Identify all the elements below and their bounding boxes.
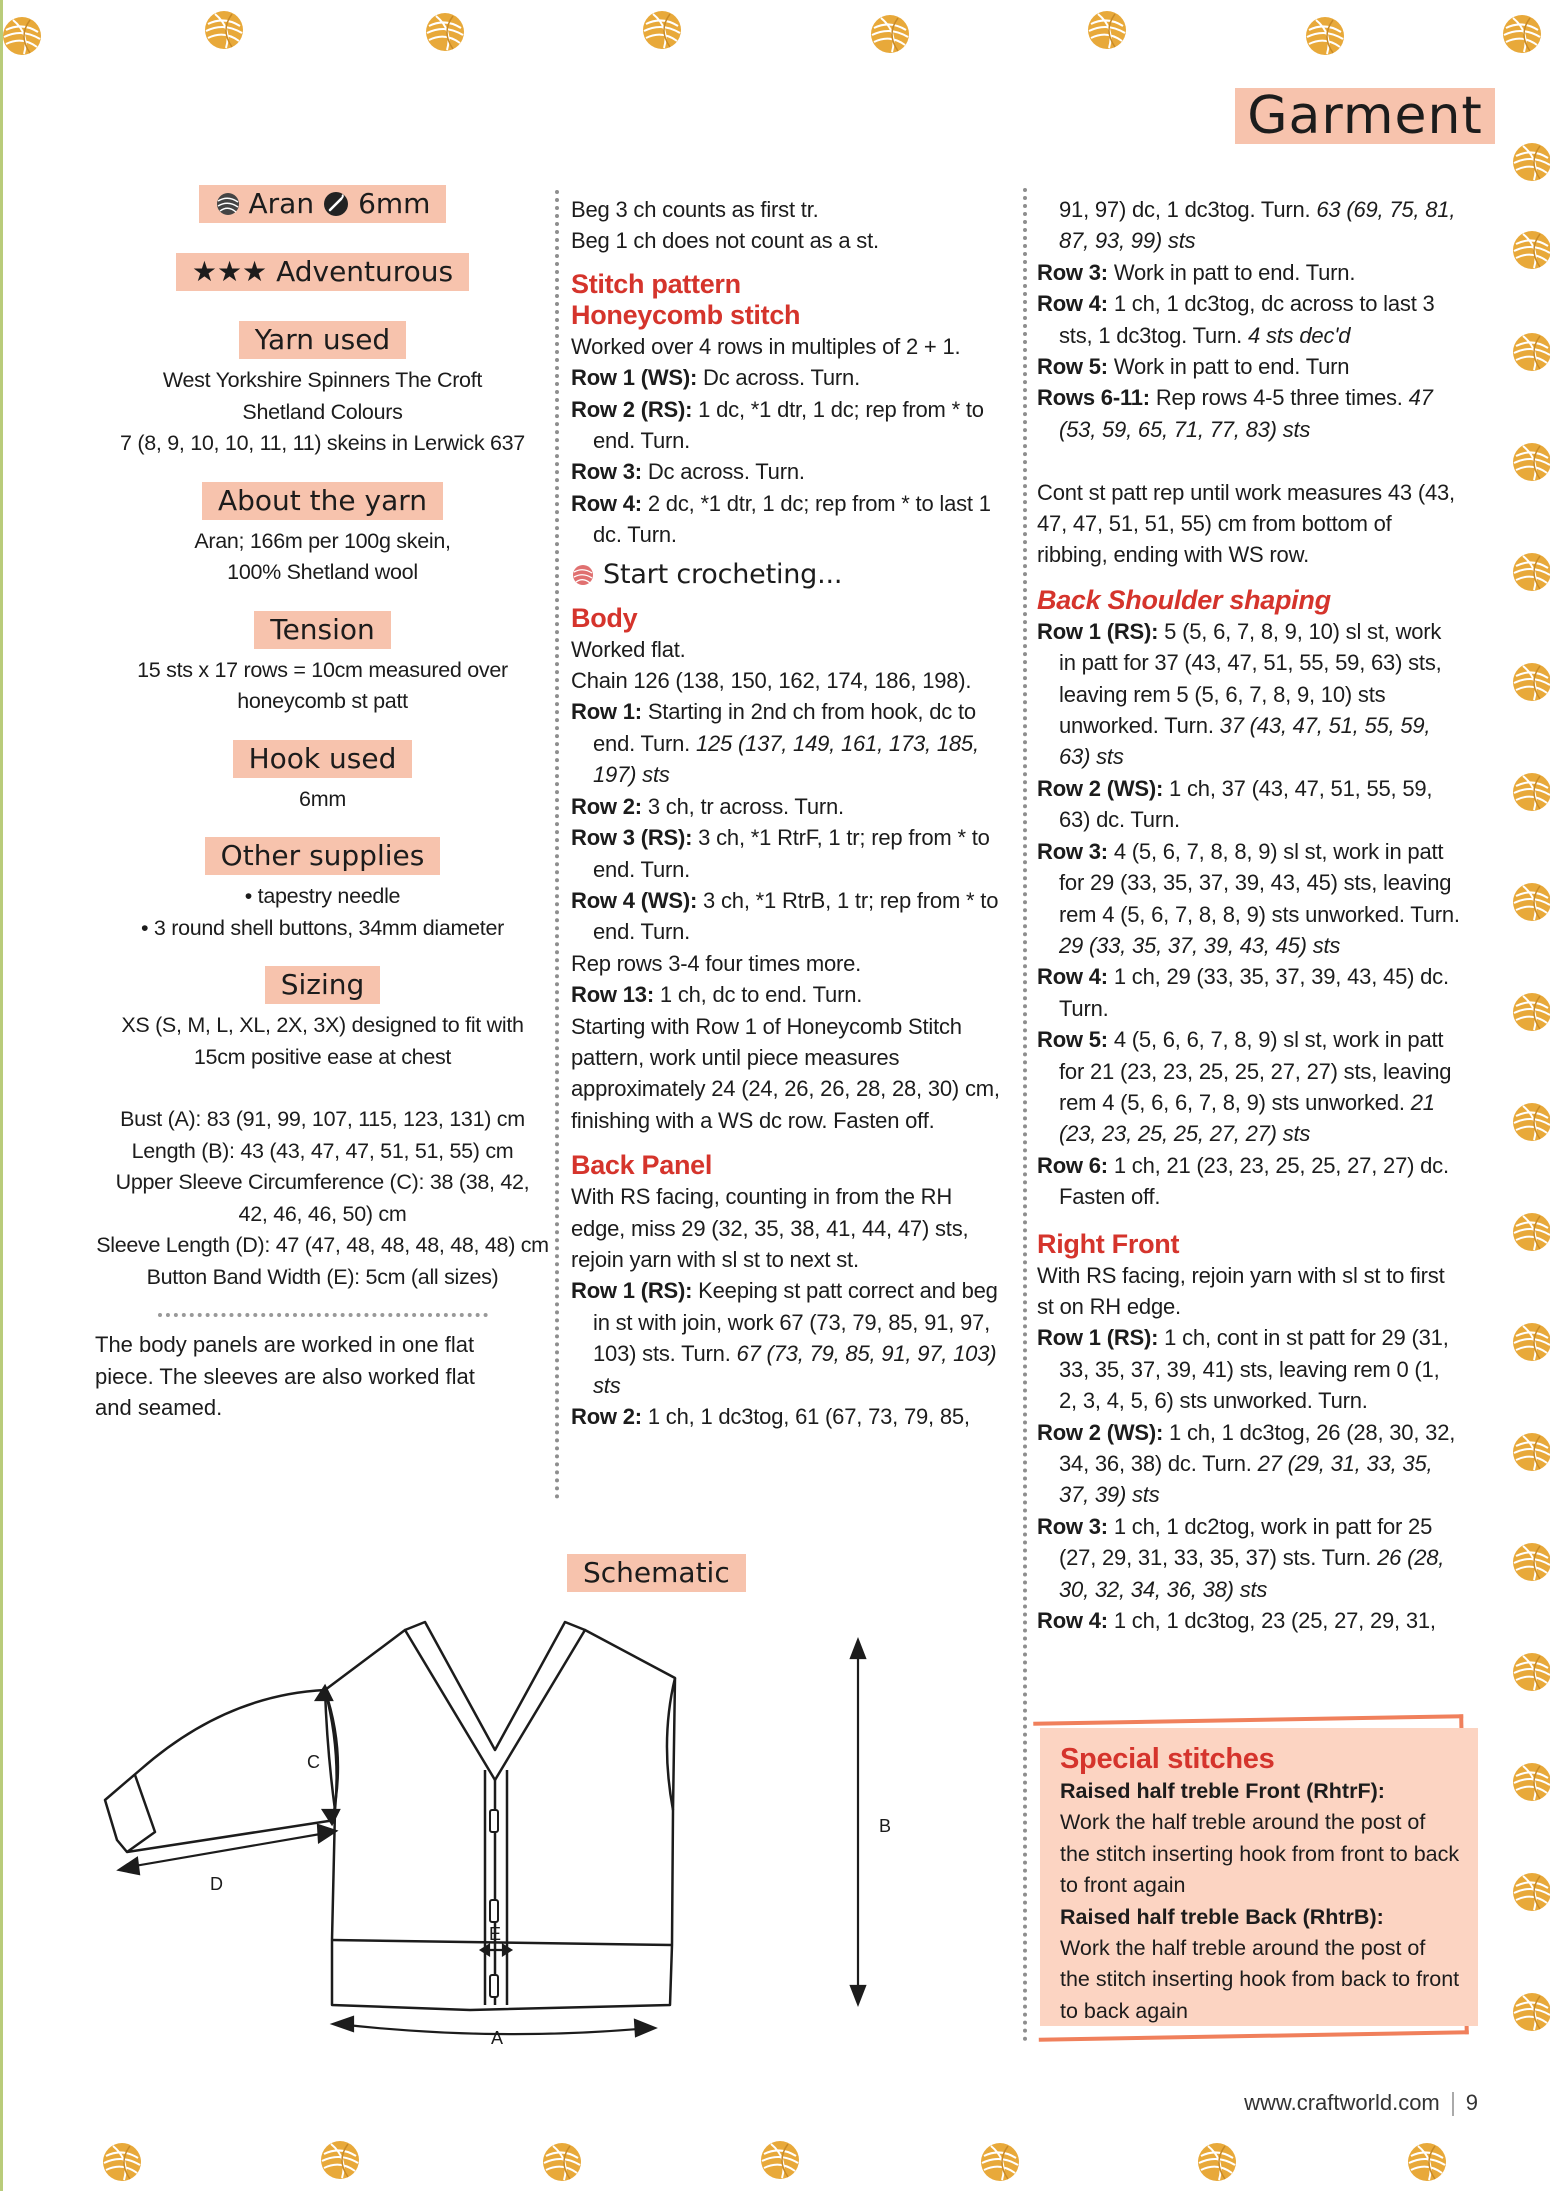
button-hole-icon (490, 1975, 498, 1997)
continue-pattern: Cont st patt rep until work measures 43 (43, 47, 47, 51, 51, 55) cm from bottom of ribbing, ending with WS row. (1037, 479, 1455, 568)
special-stitch-name: Raised half treble Back (RhtrB): (1060, 1904, 1384, 1929)
about-yarn-line: Aran; 166m per 100g skein, (194, 528, 451, 553)
pattern-row: Row 1: Starting in 2nd ch from hook, dc to end. Turn. 125 (137, 149, 161, 173, 185, 197) sts (571, 699, 979, 788)
schematic-label-b: B (879, 1816, 892, 1836)
right-front-heading: Right Front (1037, 1228, 1180, 1259)
sizing-line: 15cm positive ease at chest (193, 1044, 452, 1069)
yarn-ball-icon (100, 2140, 144, 2184)
page-footer (1244, 2090, 1478, 2116)
pattern-row: Row 2 (WS): 1 ch, 1 dc3tog, 26 (28, 30, 32, 34, 36, 38) dc. Turn. 27 (29, 31, 33, 35, 37, 39) sts (1037, 1419, 1456, 1508)
construction-note: The body panels are worked in one flat piece. The sleeves are also worked flat and seamed. (95, 1332, 475, 1420)
special-stitches-heading: Special stitches (1060, 1743, 1275, 1775)
schematic-label-e: E (489, 1924, 502, 1944)
hook-size-label: 6mm (358, 187, 431, 220)
back-panel-intro: With RS facing, counting in from the RH edge, miss 29 (32, 35, 38, 41, 44, 47) sts, rejoin yarn with sl st to next st. (571, 1184, 969, 1272)
yarn-ball-icon (318, 2138, 362, 2182)
cuff-line (127, 1775, 155, 1852)
body-line: Worked flat. (571, 636, 686, 662)
body-finish: Starting with Row 1 of Honeycomb Stitch pattern, work until piece measures approximately 24 (24, 26, 26, 28, 28, 30) cm, finishing with a WS dc row. Fasten off. (571, 1013, 1000, 1133)
yarn-ball-icon (1405, 2140, 1449, 2184)
body-line: Chain 126 (138, 150, 162, 174, 186, 198). (571, 668, 972, 694)
yarn-ball-icon (1510, 1320, 1550, 1364)
yarn-ball-icon (1510, 1760, 1550, 1804)
schematic-label-a: A (491, 2028, 504, 2048)
pattern-row: Row 2 (RS): 1 dc, *1 dtr, 1 dc; rep from * to end. Turn. (571, 396, 984, 454)
yarn-ball-icon (202, 8, 246, 52)
yarn-used-section (95, 321, 550, 460)
start-crocheting-heading: Start crocheting... (571, 557, 1011, 593)
supply-item: • tapestry needle (244, 884, 401, 908)
difficulty-stars-icon: ★★★ (191, 255, 268, 288)
special-stitch-item (1060, 1776, 1460, 1902)
supply-item: • 3 round shell buttons, 34mm diameter (140, 915, 504, 940)
yarn-weight-hook-badge (199, 185, 447, 223)
yarn-ball-icon (571, 563, 595, 587)
hook-used-heading: Hook used (233, 740, 413, 778)
pattern-row: Row 1 (RS): 1 ch, cont in st patt for 29 (31, 33, 35, 37, 39, 41) sts, leaving rem 0 (1, 2, 3, 4, 5, 6) sts unworked. Turn. (1037, 1325, 1449, 1414)
schematic-heading: Schematic (567, 1554, 746, 1592)
yarn-ball-icon (868, 12, 912, 56)
button-hole-icon (490, 1810, 498, 1832)
yarn-ball-icon (1510, 1430, 1550, 1474)
yarn-ball-icon (1510, 1100, 1550, 1144)
back-panel-heading: Back Panel (571, 1150, 713, 1181)
yarn-ball-icon (1510, 770, 1550, 814)
other-supplies-section (95, 837, 550, 944)
pattern-row: Row 13: 1 ch, dc to end. Turn. (571, 982, 863, 1008)
yarn-ball-icon (978, 2140, 1022, 2184)
yarn-ball-icon (1510, 660, 1550, 704)
tension-line: 15 sts x 17 rows = 10cm measured over (137, 657, 508, 682)
pattern-row: Row 1 (RS): 5 (5, 6, 7, 8, 9, 10) sl st, work in patt for 37 (43, 47, 51, 55, 59, 63) sts, leaving rem 5 (5, 6, 7, 8, 9, 10) sts unworked. Turn. 37 (43, 47, 51, 55, 59, 63) sts (1037, 618, 1442, 770)
page-number: 9 (1465, 2090, 1478, 2115)
garment-body-outline (325, 1630, 675, 2010)
yarn-ball-icon (1510, 330, 1550, 374)
pattern-row: Row 3: 4 (5, 6, 7, 8, 8, 9) sl st, work in patt for 29 (33, 35, 37, 39, 43, 45) sts, leaving rem 4 (5, 6, 7, 8, 8, 9) sts unworked. Turn. 29 (33, 35, 37, 39, 43, 45) sts (1037, 838, 1460, 958)
collar-band (405, 1622, 585, 1750)
yarn-ball-icon (1510, 990, 1550, 1034)
honeycomb-heading: Honeycomb stitch (571, 299, 801, 330)
yarn-ball-icon (1510, 880, 1550, 924)
pattern-row: Row 2 (WS): 1 ch, 37 (43, 47, 51, 55, 59, 63) dc. Turn. (1037, 775, 1433, 833)
hook-used-section (95, 740, 550, 816)
pattern-row: Row 4 (WS): 3 ch, *1 RtrB, 1 tr; rep from * to end. Turn. (571, 887, 999, 945)
yarn-weight-label: Aran (248, 187, 315, 220)
yarn-ball-icon (1510, 1650, 1550, 1694)
special-stitch-item (1060, 1902, 1460, 2028)
yarn-ball-icon (1303, 14, 1347, 58)
cardigan-schematic-diagram (95, 1600, 905, 2060)
body-heading: Body (571, 602, 638, 633)
special-stitch-desc: Work the half treble around the post of the stitch inserting hook from back to front to back again (1060, 1936, 1460, 2023)
hook-used-line: 6mm (299, 786, 346, 811)
about-yarn-heading: About the yarn (202, 482, 443, 520)
yarn-ball-icon (423, 10, 467, 54)
measurement-line: Sleeve Length (D): 47 (47, 48, 48, 48, 48, 48) cm (96, 1233, 549, 1257)
special-stitch-desc: Work the half treble around the post of the stitch inserting hook from front to back to front again (1060, 1810, 1460, 1898)
pattern-row: Row 4: 1 ch, 29 (33, 35, 37, 39, 43, 45) dc. Turn. (1037, 964, 1449, 1021)
yarn-ball-icon (1510, 550, 1550, 594)
pattern-row: Row 6: 1 ch, 21 (23, 23, 25, 25, 27, 27) dc. Fasten off. (1037, 1152, 1449, 1210)
measurement-line: 42, 46, 46, 50) cm (238, 1201, 407, 1226)
pattern-row: Row 1 (WS): Dc across. Turn. (571, 365, 860, 391)
yarn-used-heading: Yarn used (239, 321, 406, 359)
right-front-intro: With RS facing, rejoin yarn with sl st to first st on RH edge. (1037, 1262, 1445, 1319)
yarn-ball-icon (1510, 228, 1550, 272)
page-left-rule (0, 0, 3, 2191)
schematic-label-d: D (210, 1874, 223, 1894)
yarn-ball-icon (1500, 12, 1544, 56)
measurement-line: Button Band Width (E): 5cm (all sizes) (146, 1264, 499, 1289)
sleeve-outline (105, 1690, 335, 1852)
difficulty-label: Adventurous (276, 255, 454, 288)
pattern-row: Row 4: 2 dc, *1 dtr, 1 dc; rep from * to last 1 dc. Turn. (571, 490, 991, 548)
pattern-row: Row 5: Work in patt to end. Turn (1037, 354, 1350, 380)
sizing-heading: Sizing (265, 966, 381, 1004)
back-shoulder-heading: Back Shoulder shaping (1037, 584, 1331, 615)
footer-divider (1452, 2092, 1454, 2116)
tension-heading: Tension (254, 611, 391, 649)
crochet-hook-icon (322, 190, 350, 218)
yarn-ball-icon (1510, 1990, 1550, 2034)
about-yarn-section (95, 482, 550, 589)
body-repeat: Rep rows 3-4 four times more. (571, 950, 862, 976)
stitch-intro: Worked over 4 rows in multiples of 2 + 1. (571, 333, 961, 359)
pattern-row: Row 3: Dc across. Turn. (571, 459, 805, 485)
column-divider (555, 190, 559, 1500)
measurement-line: Upper Sleeve Circumference (C): 38 (38, 42, (115, 1170, 530, 1194)
instructions-column-3 (1037, 194, 1462, 1636)
pattern-row: Row 2: 3 ch, tr across. Turn. (571, 793, 844, 819)
pattern-row: Rows 6-11: Rep rows 4-5 three times. 47 (53, 59, 65, 71, 77, 83) sts (1037, 385, 1433, 442)
materials-column (95, 185, 550, 1424)
tension-section (95, 611, 550, 718)
yarn-ball-icon (540, 2140, 584, 2184)
footer-url[interactable]: www.craftworld.com (1244, 2090, 1440, 2115)
yarn-used-line: West Yorkshire Spinners The Croft (162, 368, 483, 392)
yarn-ball-icon (1510, 1210, 1550, 1254)
other-supplies-heading: Other supplies (205, 837, 441, 875)
measurement-line: Bust (A): 83 (91, 99, 107, 115, 123, 131) cm (120, 1107, 525, 1131)
pattern-row: Row 3 (RS): 3 ch, *1 RtrF, 1 tr; rep from * to end. Turn. (571, 825, 990, 882)
special-stitch-name: Raised half treble Front (RhtrF): (1060, 1779, 1385, 1803)
yarn-ball-icon (640, 8, 684, 52)
yarn-ball-icon (1085, 8, 1129, 52)
yarn-ball-icon (1510, 1870, 1550, 1914)
pattern-row: Row 2: 1 ch, 1 dc3tog, 61 (67, 73, 79, 85, (571, 1404, 970, 1429)
sizing-line: XS (S, M, L, XL, 2X, 3X) designed to fit with (121, 1013, 524, 1037)
pattern-row: Row 4: 1 ch, 1 dc3tog, 23 (25, 27, 29, 31, (1037, 1608, 1436, 1634)
special-stitches-box (1040, 1728, 1478, 2026)
pattern-row: Row 3: Work in patt to end. Turn. (1037, 259, 1356, 285)
pattern-row: Row 3: 1 ch, 1 dc2tog, work in patt for 25 (27, 29, 31, 33, 35, 37) sts. Turn. 26 (28, 30, 32, 34, 36, 38) sts (1037, 1513, 1445, 1602)
yarn-ball-icon (0, 14, 44, 58)
sizing-section (95, 966, 550, 1424)
yarn-ball-icon (758, 2138, 802, 2182)
yarn-ball-icon (1195, 2140, 1239, 2184)
pattern-row: Row 4: 1 ch, 1 dc3tog, dc across to last 3 sts, 1 dc3tog. Turn. 4 sts dec'd (1037, 291, 1435, 348)
yarn-ball-icon (1510, 440, 1550, 484)
instructions-column-2 (571, 194, 1011, 1432)
note-line: Beg 1 ch does not count as a st. (571, 228, 879, 254)
tension-line: honeycomb st patt (237, 689, 408, 713)
dotted-separator (158, 1313, 488, 1317)
yarn-used-line: Shetland Colours (242, 399, 403, 424)
measurement-line: Length (B): 43 (43, 47, 47, 51, 51, 55) cm (131, 1138, 514, 1163)
pattern-row: Row 1 (RS): Keeping st patt correct and beg in st with join, work 67 (73, 79, 85, 91, 97, 103) sts. Turn. 67 (73, 79, 85, 91, 97, 103) sts (571, 1278, 998, 1398)
note-line: Beg 3 ch counts as first tr. (571, 197, 819, 222)
column-divider (1023, 188, 1027, 2043)
yarn-ball-icon (1510, 1540, 1550, 1584)
section-tag: Garment (1235, 88, 1495, 144)
about-yarn-line: 100% Shetland wool (227, 560, 418, 584)
schematic-label-c: C (307, 1752, 320, 1772)
stitch-pattern-heading: Stitch pattern (571, 268, 741, 299)
yarn-ball-icon (215, 191, 241, 217)
pattern-row: Row 5: 4 (5, 6, 6, 7, 8, 9) sl st, work in patt for 21 (23, 23, 25, 25, 27, 27) sts, leaving rem 4 (5, 6, 6, 7, 8, 9) sts unworked. 21 (23, 23, 25, 25, 27, 27) sts (1037, 1027, 1452, 1147)
difficulty-badge (176, 253, 469, 291)
yarn-used-line: 7 (8, 9, 10, 10, 11, 11) skeins in Lerwick 637 (120, 431, 525, 455)
yarn-ball-icon (1510, 140, 1550, 184)
button-hole-icon (490, 1900, 498, 1922)
pattern-row-continued: 91, 97) dc, 1 dc3tog. Turn. 63 (69, 75, 81, 87, 93, 99) sts (1059, 197, 1456, 254)
